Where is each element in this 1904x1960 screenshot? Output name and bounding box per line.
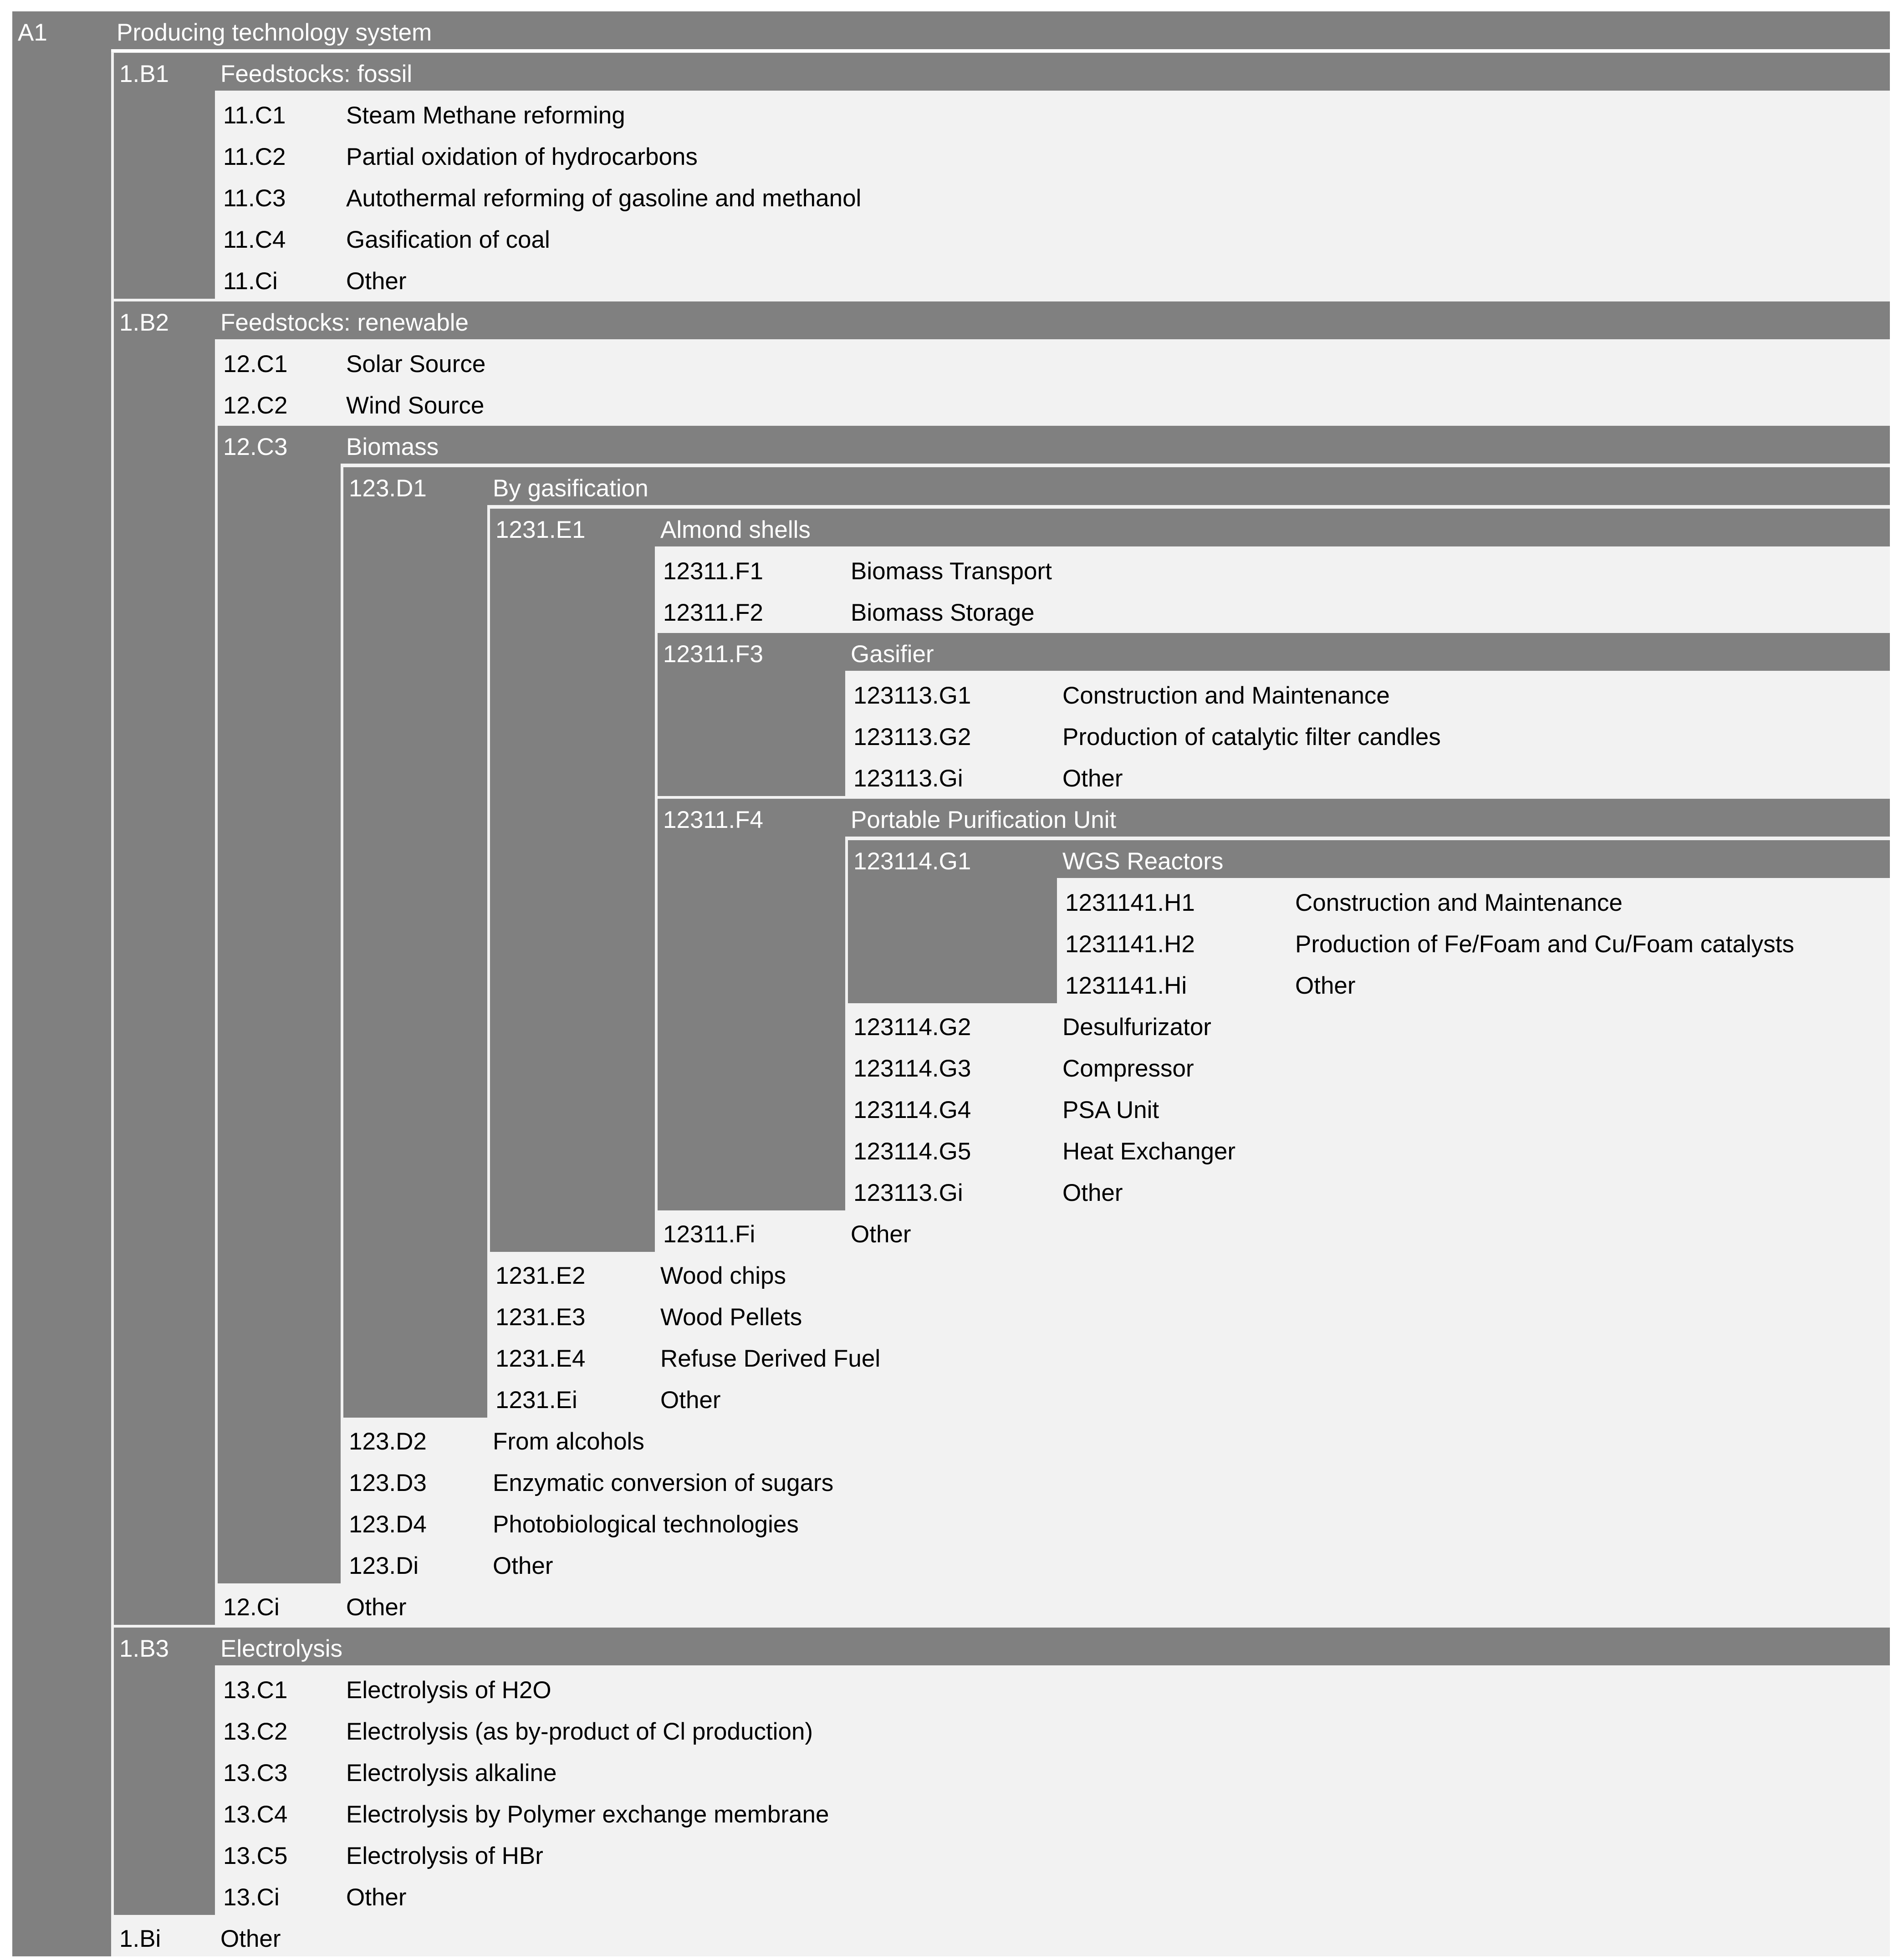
node-12-ci-code: 12.Ci xyxy=(223,1594,280,1621)
node-1231-ei-code: 1231.Ei xyxy=(495,1387,577,1414)
node-11-c1-code: 11.C1 xyxy=(223,102,286,129)
node-1-b1-code: 1.B1 xyxy=(119,61,169,87)
node-12311-f3-header xyxy=(845,633,1890,671)
node-11-c2-label: Partial oxidation of hydrocarbons xyxy=(346,143,698,170)
node-12-ci-label: Other xyxy=(346,1594,407,1621)
node-1-b3-header xyxy=(215,1628,1890,1665)
node-12311-f1-label: Biomass Transport xyxy=(851,558,1052,585)
node-123114-g5-label: Heat Exchanger xyxy=(1062,1138,1236,1165)
node-12-c1-label: Solar Source xyxy=(346,351,486,378)
node-123113-gi-code: 123113.Gi xyxy=(853,1179,963,1206)
node-123114-g5-code: 123114.G5 xyxy=(853,1138,971,1165)
node-1231-e2-label: Wood chips xyxy=(660,1262,786,1289)
node-1231141-h2-code: 1231141.H2 xyxy=(1065,931,1195,958)
node-12-c2-code: 12.C2 xyxy=(223,392,288,419)
node-123114-g4-label: PSA Unit xyxy=(1062,1097,1159,1123)
node-13-c1-code: 13.C1 xyxy=(223,1677,288,1704)
node-1231141-h1-code: 1231141.H1 xyxy=(1065,889,1195,916)
node-1231141-hi-code: 1231141.Hi xyxy=(1065,972,1187,999)
node-12311-f2-label: Biomass Storage xyxy=(851,599,1035,626)
node-11-c3-label: Autothermal reforming of gasoline and methanol xyxy=(346,185,862,212)
node-123-d3-label: Enzymatic conversion of sugars xyxy=(493,1470,834,1496)
node-123-d3-code: 123.D3 xyxy=(349,1470,427,1496)
node-123114-g2-label: Desulfurizator xyxy=(1062,1014,1211,1041)
node-13-c2-code: 13.C2 xyxy=(223,1718,288,1745)
node-13-c4-code: 13.C4 xyxy=(223,1801,288,1828)
node-13-c4-label: Electrolysis by Polymer exchange membrane xyxy=(346,1801,829,1828)
node-123114-g4-code: 123114.G4 xyxy=(853,1097,971,1123)
node-123-d1-code: 123.D1 xyxy=(349,475,427,502)
node-1-b3-label: Electrolysis xyxy=(220,1635,343,1662)
node-12311-f4-code: 12311.F4 xyxy=(663,806,764,833)
node-1231-e1-code: 1231.E1 xyxy=(495,516,586,543)
node-1231-e2-code: 1231.E2 xyxy=(495,1262,586,1289)
node-1-b2-label: Feedstocks: renewable xyxy=(220,309,469,336)
node-12311-f3-code: 12311.F3 xyxy=(663,641,764,668)
node-1-bi-code: 1.Bi xyxy=(119,1925,161,1952)
node-12311-f2-code: 12311.F2 xyxy=(663,599,764,626)
node-1-b2-column xyxy=(114,301,215,1625)
node-13-ci-code: 13.Ci xyxy=(223,1884,280,1911)
node-1-b3-code: 1.B3 xyxy=(119,1635,169,1662)
node-1231141-h2-label: Production of Fe/Foam and Cu/Foam catalysts xyxy=(1295,931,1794,958)
node-1231-e3-code: 1231.E3 xyxy=(495,1304,586,1331)
node-11-ci-code: 11.Ci xyxy=(223,268,278,295)
node-13-c2-label: Electrolysis (as by-product of Cl production) xyxy=(346,1718,813,1745)
node-123-d1-label: By gasification xyxy=(493,475,648,502)
node-12311-f1-code: 12311.F1 xyxy=(663,558,764,585)
node-a1-label: Producing technology system xyxy=(117,19,432,46)
node-1231-e3-label: Wood Pellets xyxy=(660,1304,802,1331)
node-12-c3-label: Biomass xyxy=(346,434,439,460)
node-123114-g3-label: Compressor xyxy=(1062,1055,1194,1082)
node-123113-g1-code: 123113.G1 xyxy=(853,682,971,709)
node-123-di-code: 123.Di xyxy=(349,1552,419,1579)
node-123113-gi-code: 123113.Gi xyxy=(853,765,963,792)
node-12-c3-column xyxy=(218,426,341,1583)
node-1-b3-column xyxy=(114,1628,215,1915)
node-11-c3-code: 11.C3 xyxy=(223,185,286,212)
node-11-c4-code: 11.C4 xyxy=(223,226,286,253)
node-123114-g3-code: 123114.G3 xyxy=(853,1055,971,1082)
node-11-c2-code: 11.C2 xyxy=(223,143,286,170)
node-a1-column xyxy=(12,11,111,1956)
node-12311-f4-column xyxy=(658,799,845,1210)
node-123113-g2-label: Production of catalytic filter candles xyxy=(1062,724,1441,750)
node-123-d4-code: 123.D4 xyxy=(349,1511,427,1538)
node-12311-f4-label: Portable Purification Unit xyxy=(851,806,1117,833)
node-123113-gi-label: Other xyxy=(1062,765,1123,792)
node-13-c3-label: Electrolysis alkaline xyxy=(346,1760,557,1786)
node-123114-g1-label: WGS Reactors xyxy=(1062,848,1224,875)
node-1231-e1-label: Almond shells xyxy=(660,516,811,543)
node-12311-fi-label: Other xyxy=(851,1221,911,1248)
node-123-d1-header xyxy=(487,467,1890,505)
node-12311-f3-label: Gasifier xyxy=(851,641,934,668)
node-1231-ei-label: Other xyxy=(660,1387,721,1414)
node-1231141-hi-label: Other xyxy=(1295,972,1356,999)
node-1231-e1-column xyxy=(490,509,655,1252)
node-13-ci-label: Other xyxy=(346,1884,407,1911)
node-123-d1-column xyxy=(343,467,487,1418)
node-1-b2-code: 1.B2 xyxy=(119,309,169,336)
node-123113-g2-code: 123113.G2 xyxy=(853,724,971,750)
node-1-b1-label: Feedstocks: fossil xyxy=(220,61,413,87)
node-123114-g1-code: 123114.G1 xyxy=(853,848,971,875)
node-12-c3-code: 12.C3 xyxy=(223,434,288,460)
node-13-c3-code: 13.C3 xyxy=(223,1760,288,1786)
node-123113-gi-label: Other xyxy=(1062,1179,1123,1206)
node-12-c2-label: Wind Source xyxy=(346,392,485,419)
node-12311-fi-code: 12311.Fi xyxy=(663,1221,755,1248)
node-13-c5-code: 13.C5 xyxy=(223,1843,288,1869)
node-1231-e4-label: Refuse Derived Fuel xyxy=(660,1345,881,1372)
node-123113-g1-label: Construction and Maintenance xyxy=(1062,682,1390,709)
node-1-bi-label: Other xyxy=(220,1925,281,1952)
node-13-c5-label: Electrolysis of HBr xyxy=(346,1843,543,1869)
node-123-di-label: Other xyxy=(493,1552,553,1579)
node-11-ci-label: Other xyxy=(346,268,407,295)
node-11-c4-label: Gasification of coal xyxy=(346,226,550,253)
node-1-b1-column xyxy=(114,53,215,299)
node-12-c3-header xyxy=(341,426,1890,464)
node-1231141-h1-label: Construction and Maintenance xyxy=(1295,889,1623,916)
node-123-d2-label: From alcohols xyxy=(493,1428,644,1455)
node-12-c1-code: 12.C1 xyxy=(223,351,288,378)
node-1-b1-header xyxy=(215,53,1890,91)
node-1-b3-children-panel xyxy=(215,1668,1890,1915)
node-123-d2-code: 123.D2 xyxy=(349,1428,427,1455)
node-123-d4-label: Photobiological technologies xyxy=(493,1511,799,1538)
node-1231-e4-code: 1231.E4 xyxy=(495,1345,586,1372)
node-11-c1-label: Steam Methane reforming xyxy=(346,102,625,129)
node-a1-code: A1 xyxy=(18,19,47,46)
node-123114-g2-code: 123114.G2 xyxy=(853,1014,971,1041)
node-1231-e1-header xyxy=(655,509,1890,546)
node-13-c1-label: Electrolysis of H2O xyxy=(346,1677,551,1704)
